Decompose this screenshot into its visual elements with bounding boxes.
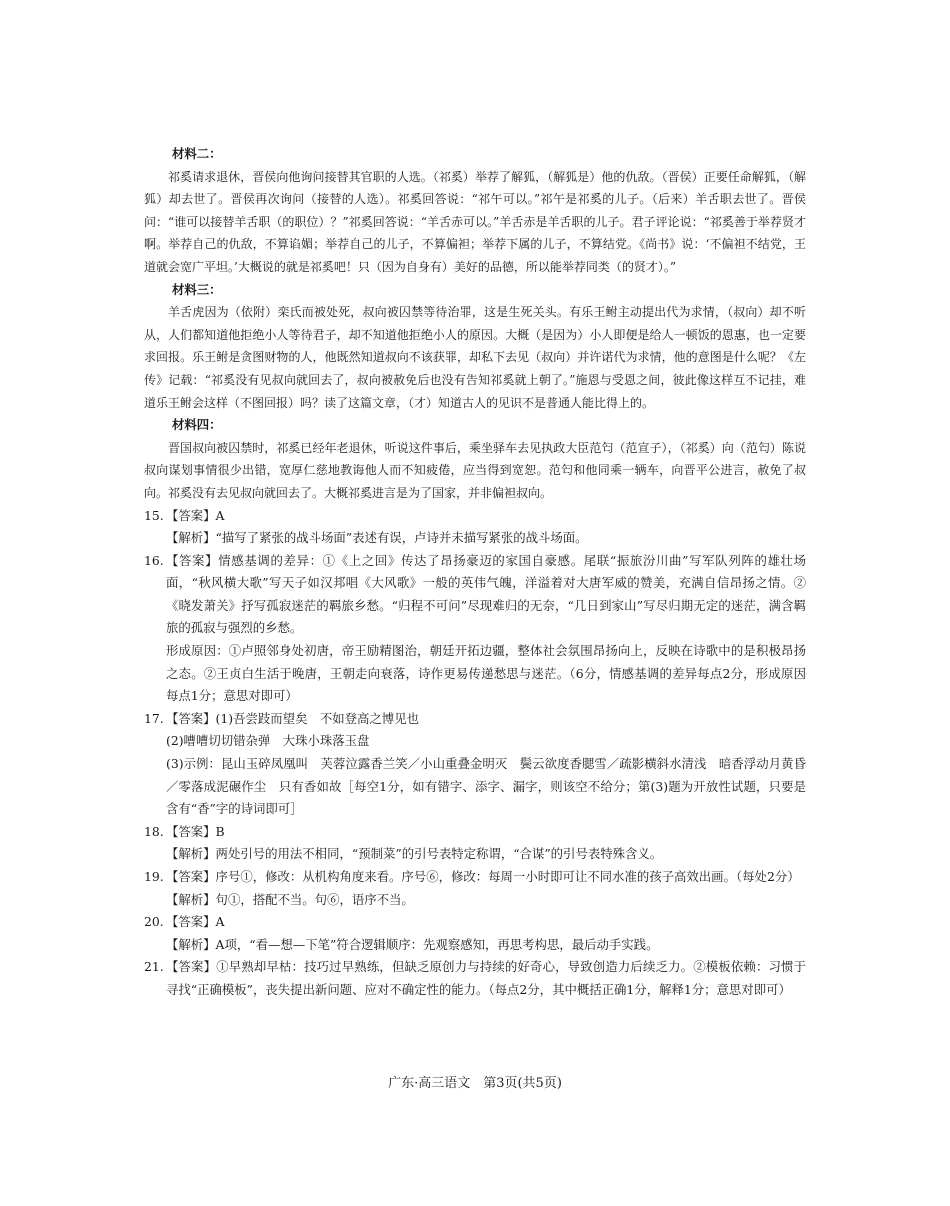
question-16 (144, 550, 806, 708)
page-content (144, 143, 806, 1002)
answer-line: 【答案】B (166, 823, 225, 839)
question-number: 17. (144, 710, 164, 726)
material-title: 材料二： (172, 146, 222, 161)
answer-line: 【答案】(1)吾尝跂而望矣 不如登高之博见也 (166, 710, 419, 726)
answer-line: 【答案】A (166, 914, 225, 930)
answer-line: (2)嘈嘈切切错杂弹 大珠小珠落玉盘 (166, 733, 370, 749)
answer-line: 【答案】序号①，修改：从机构角度来看。序号⑥，修改：每周一小时即可让不同水准的孩子高效出画。（每处2分） (166, 869, 800, 884)
question-number: 15. (144, 507, 164, 523)
material-paragraph: 羊舌虎因为（依附）栾氏而被处死，叔向被囚禁等待治罪，这是生死关头。有乐王鲋主动提出代为求情，（叔向）却不听从，人们都知道他拒绝小人等待君子，却不知道他拒绝小人的原因。大概（是因为）小人即便是给人一顿饭的恩惠，也一定要求回报。乐王鲋是贪图财物的人，他既然知道叔向不该获罪，却私下去见（叔向）并许诺代为求情，他的意图是什么呢？《左传》记载：“祁奚没有见叔向就回去了，叔向被赦免后也没有告知祁奚就上朝了。”施恩与受恩之间，彼此像这样互不记挂，难道乐王鲋会这样（不图回报）吗？读了这篇文章，（才）知道古人的见识不是普通人能比得上的。 (144, 305, 806, 410)
question-number: 20. (144, 914, 164, 930)
material-paragraph: 祁奚请求退休，晋侯向他询问接替其官职的人选。（祁奚）举荐了解狐，（解狐是）他的仇敌。（晋侯）正要任命解狐，（解狐）却去世了。晋侯再次询问（接替的人选）。祁奚回答说：“祁午可以。”祁午是祁奚的儿子。（后来）羊舌职去世了。晋侯问：“谁可以接替羊舌职（的职位）？”祁奚回答说：“羊舌赤可以。”羊舌赤是羊舌职的儿子。君子评论说：“祁奚善于举荐贤才啊。举荐自己的仇敌，不算谄媚；举荐自己的儿子，不算偏袒；举荐下属的儿子，不算结党。《尚书》说：‘不偏袒不结党，王道就会宽广平坦。’大概说的就是祁奚吧！只（因为自身有）美好的品德，所以能举荐同类（的贤才）。” (144, 169, 806, 274)
question-number: 16. (144, 552, 164, 568)
material-3 (144, 279, 806, 415)
analysis-line: 【解析】A项，“看—想—下笔”符合逻辑顺序：先观察感知，再思考构思，最后动手实践。 (166, 936, 659, 952)
analysis-line: 【解析】两处引号的用法不相同，“预制菜”的引号表特定称谓，“合谋”的引号表特殊含义。 (166, 846, 663, 862)
analysis-line: 【解析】“描写了紧张的战斗场面”表述有误，卢诗并未描写紧张的战斗场面。 (166, 530, 588, 546)
material-2 (144, 143, 806, 279)
question-number: 21. (144, 959, 164, 975)
answer-line: 形成原因：①卢照邻身处初唐，帝王励精图治，朝廷开拓边疆，整体社会氛围昂扬向上，反映在诗歌中的是积极昂扬之态。②王贞白生活于晚唐，王朝走向衰落，诗作更易传递愁思与迷茫。（6分，情感基调的差异每点2分，形成原因每点1分；意思对即可） (166, 643, 806, 704)
question-15 (144, 505, 806, 550)
question-number: 19. (144, 869, 164, 884)
question-21 (144, 956, 806, 1001)
question-number: 18. (144, 823, 164, 839)
answer-line: 【答案】A (166, 507, 225, 523)
question-20 (144, 911, 806, 956)
answer-line: (3)示例：昆山玉碎凤凰叫 芙蓉泣露香兰笑／小山重叠金明灭 鬓云欲度香腮雪／疏影横斜水清浅 暗香浮动月黄昏／零落成泥碾作尘 只有香如故［每空1分，如有错字、添字、漏字，则该空不给分；第(3)题为开放性试题，只要是含有“香”字的诗词即可］ (166, 756, 806, 817)
material-title: 材料三： (172, 281, 222, 297)
answer-line: 【答案】情感基调的差异：①《上之回》传达了昂扬豪迈的家国自豪感。尾联“振旅汾川曲”写军队列阵的雄壮场面，“秋风横大歌”写天子如汉邦唱《大风歌》一般的英伟气魄，洋溢着对大唐军威的赞美，充满自信昂扬之情。②《晓发萧关》抒写孤寂迷茫的羁旅乡愁。“归程不可问”尽现难归的无奈，“几日到家山”写尽归期无定的迷茫，满含羁旅的孤寂与强烈的乡愁。 (166, 552, 806, 636)
answer-line: 【答案】①早熟却早枯：技巧过早熟练，但缺乏原创力与持续的好奇心，导致创造力后续乏力。②模板依赖：习惯于寻找“正确模板”，丧失提出新问题、应对不确定性的能力。（每点2分，其中概括正确1分，解释1分；意思对即可） (166, 959, 806, 997)
material-paragraph: 晋国叔向被囚禁时，祁奚已经年老退休，听说这件事后，乘坐驿车去见执政大臣范匄（范宣子），（祁奚）向（范匄）陈说叔向谋划事情很少出错，宽厚仁慈地教诲他人而不知疲倦，应当得到宽恕。范匄和他同乘一辆车，向晋平公进言，赦免了叔向。祁奚没有去见叔向就回去了。大概祁奚进言是为了国家，并非偏袒叔向。 (144, 440, 806, 500)
material-title: 材料四： (172, 417, 222, 433)
material-4 (144, 414, 806, 504)
page-footer: 广东·高三语文 第3页(共5页) (388, 1076, 562, 1091)
question-18 (144, 821, 806, 866)
analysis-line: 【解析】句①，搭配不当。句⑥，语序不当。 (166, 891, 414, 907)
question-19 (144, 866, 806, 911)
question-17 (144, 708, 806, 821)
